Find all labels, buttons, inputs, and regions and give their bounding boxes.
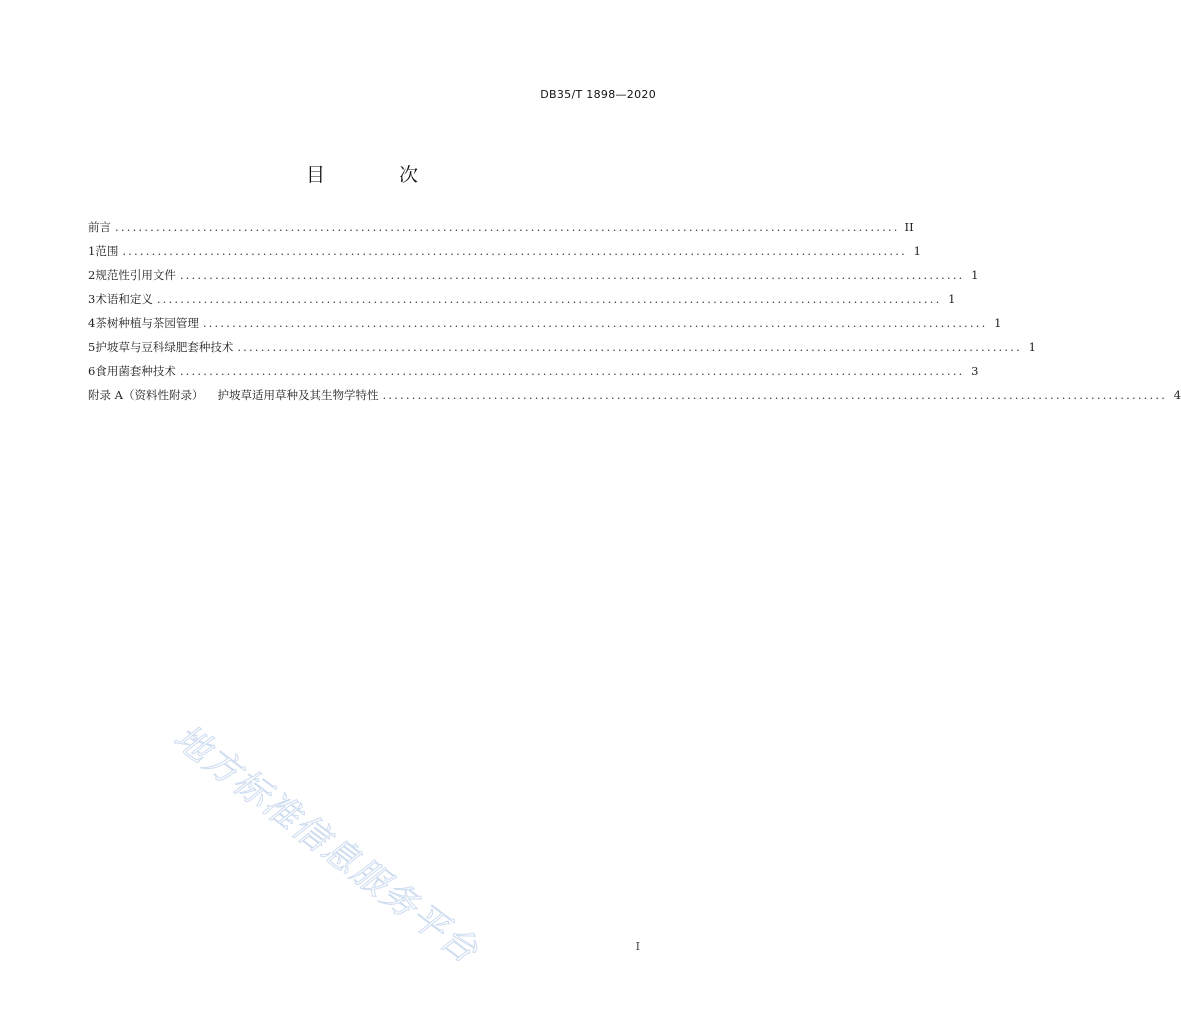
toc-entry-number: 1 <box>88 244 96 258</box>
toc-entry-page: 1 <box>994 316 1002 330</box>
toc-entry-terms-definitions[interactable] <box>88 291 956 315</box>
page-number: I <box>635 940 640 953</box>
toc-entry-normative-references[interactable] <box>88 267 979 291</box>
toc-dot-leader: ...................................................................................................................................... <box>115 220 900 234</box>
toc-entry-appendix-a[interactable] <box>88 387 1181 411</box>
toc-entry-number: 4 <box>88 316 96 330</box>
table-of-contents <box>88 219 1181 411</box>
toc-entry-page: 3 <box>971 364 979 378</box>
toc-entry-number: 3 <box>88 292 96 306</box>
toc-entry-label: 茶树种植与茶园管理 <box>95 316 199 330</box>
toc-dot-leader: ...................................................................................................................................... <box>202 316 988 330</box>
toc-entry-tea-planting[interactable] <box>88 315 1002 339</box>
toc-appendix-label: 附录 A（资料性附录） <box>88 388 204 402</box>
toc-appendix-title: 护坡草适用草种及其生物学特性 <box>217 388 379 402</box>
toc-entry-page: II <box>904 220 914 234</box>
toc-entry-label: 食用菌套种技术 <box>95 364 176 378</box>
toc-entry-label: 前言 <box>88 220 111 234</box>
toc-entry-label: 规范性引用文件 <box>95 268 176 282</box>
toc-dot-leader: ...................................................................................................................................... <box>179 268 965 282</box>
toc-entry-slope-grass[interactable] <box>88 339 1036 363</box>
toc-dot-leader: ...................................................................................................................................... <box>237 340 1022 354</box>
toc-entry-edible-fungi[interactable] <box>88 363 979 387</box>
toc-entry-foreword[interactable] <box>88 219 914 243</box>
toc-entry-page: 1 <box>1028 340 1036 354</box>
toc-dot-leader: ...................................................................................................................................... <box>122 244 907 258</box>
toc-entry-page: 1 <box>971 268 979 282</box>
toc-entry-page: 1 <box>913 244 921 258</box>
toc-entry-label: 护坡草与豆科绿肥套种技术 <box>95 340 234 354</box>
toc-entry-number: 2 <box>88 268 96 282</box>
toc-entry-page: 4 <box>1173 388 1181 402</box>
toc-entry-label: 范围 <box>95 244 119 258</box>
toc-dot-leader: ...................................................................................................................................... <box>382 388 1168 402</box>
standard-code: DB35/T 1898—2020 <box>540 88 656 101</box>
toc-dot-leader: ...................................................................................................................................... <box>156 292 942 306</box>
toc-dot-leader: ...................................................................................................................................... <box>179 364 965 378</box>
toc-entry-label: 术语和定义 <box>95 292 153 306</box>
watermark: 地方标准信息服务平台 <box>166 717 486 973</box>
toc-entry-number: 6 <box>88 364 96 378</box>
toc-entry-number: 5 <box>88 340 96 354</box>
toc-entry-scope[interactable] <box>88 243 921 267</box>
toc-title: 目 次 <box>305 164 453 186</box>
toc-entry-page: 1 <box>948 292 956 306</box>
